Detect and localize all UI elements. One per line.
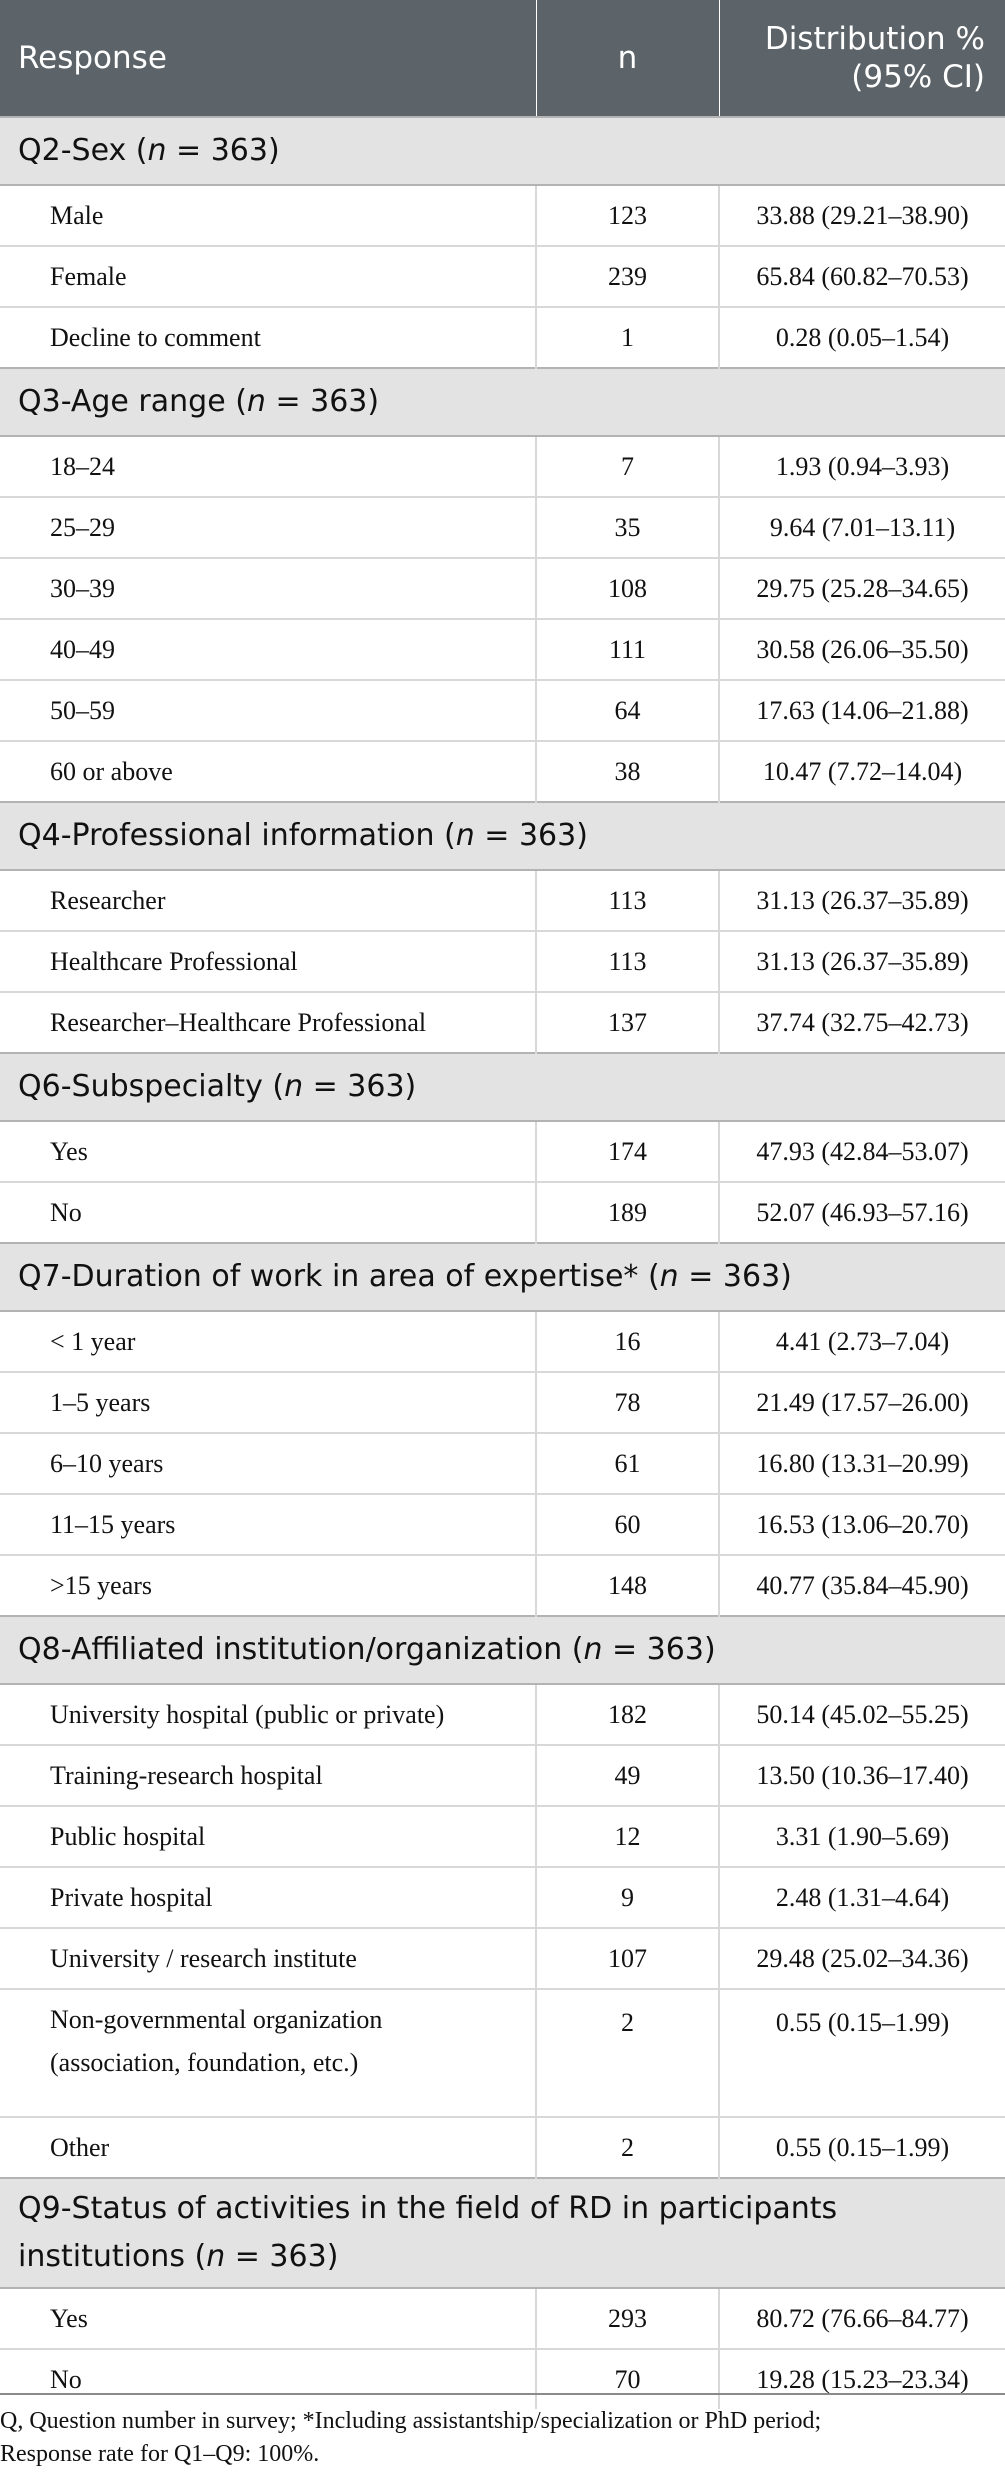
response-cell [0, 1745, 536, 1806]
distribution-cell: 13.50 (10.36–17.40) [719, 1745, 1005, 1806]
table-row [0, 1989, 1005, 2117]
n-cell: 182 [536, 1684, 719, 1745]
n-cell: 16 [536, 1311, 719, 1372]
distribution-cell: 31.13 (26.37–35.89) [719, 870, 1005, 931]
section-title-text: Q6-Subspecialty ( [18, 1069, 285, 1104]
response-cell [0, 246, 536, 307]
response-text: >15 years [50, 1571, 153, 1600]
table-row [0, 1494, 1005, 1555]
header-n: n [536, 0, 719, 117]
response-text: 11–15 years [50, 1510, 176, 1539]
response-text: Other [50, 2133, 110, 2162]
section-header-row [0, 802, 1005, 870]
table-row [0, 246, 1005, 307]
section-header-row [0, 1616, 1005, 1684]
table-footnote [0, 2393, 1005, 2471]
response-cell [0, 436, 536, 497]
n-cell: 9 [536, 1867, 719, 1928]
table-row [0, 497, 1005, 558]
table-row [0, 1311, 1005, 1372]
table-row [0, 1806, 1005, 1867]
section-title [0, 368, 1005, 436]
response-cell [0, 931, 536, 992]
n-cell: 113 [536, 931, 719, 992]
distribution-cell: 50.14 (45.02–55.25) [719, 1684, 1005, 1745]
table-row [0, 2117, 1005, 2178]
table-row [0, 619, 1005, 680]
table-row [0, 1745, 1005, 1806]
response-cell [0, 497, 536, 558]
response-text: 60 or above [50, 757, 173, 786]
response-text: Researcher–Healthcare Professional [50, 1008, 427, 1037]
n-cell: 123 [536, 185, 719, 246]
section-n-suffix: = 363) [225, 2239, 339, 2274]
response-text: 1–5 years [50, 1388, 151, 1417]
response-text: 6–10 years [50, 1449, 164, 1478]
n-cell: 2 [536, 2117, 719, 2178]
response-cell [0, 1684, 536, 1745]
table-row [0, 1372, 1005, 1433]
distribution-cell: 4.41 (2.73–7.04) [719, 1311, 1005, 1372]
response-cell [0, 619, 536, 680]
header-distribution [719, 0, 1005, 117]
n-cell: 137 [536, 992, 719, 1053]
n-cell: 108 [536, 558, 719, 619]
response-cell [0, 741, 536, 802]
section-n-suffix: = 363) [678, 1259, 792, 1294]
n-cell: 70 [536, 2349, 719, 2409]
table-row [0, 1928, 1005, 1989]
response-cell [0, 1806, 536, 1867]
response-cell [0, 2288, 536, 2349]
n-cell: 61 [536, 1433, 719, 1494]
response-text: Healthcare Professional [50, 947, 298, 976]
distribution-cell: 16.53 (13.06–20.70) [719, 1494, 1005, 1555]
section-title [0, 2178, 1005, 2288]
table-row [0, 2288, 1005, 2349]
section-header-row [0, 1053, 1005, 1121]
n-cell: 78 [536, 1372, 719, 1433]
table-row [0, 870, 1005, 931]
response-text: 25–29 [50, 513, 115, 542]
section-header-row [0, 117, 1005, 185]
response-text-line2: (association, foundation, etc.) [50, 2048, 359, 2077]
section-title-text: Q8-Affiliated institution/organization ( [18, 1632, 584, 1667]
distribution-cell: 0.55 (0.15–1.99) [719, 1989, 1005, 2117]
distribution-cell: 21.49 (17.57–26.00) [719, 1372, 1005, 1433]
response-text: Yes [50, 1137, 88, 1166]
table-row [0, 1867, 1005, 1928]
section-n-label: n [284, 1069, 304, 1104]
distribution-cell: 29.48 (25.02–34.36) [719, 1928, 1005, 1989]
response-cell [0, 680, 536, 741]
distribution-cell: 3.31 (1.90–5.69) [719, 1806, 1005, 1867]
table-row [0, 558, 1005, 619]
n-cell: 148 [536, 1555, 719, 1616]
response-text: Training-research hospital [50, 1761, 323, 1790]
response-cell [0, 1121, 536, 1182]
n-cell: 107 [536, 1928, 719, 1989]
table-row [0, 931, 1005, 992]
section-header-row [0, 368, 1005, 436]
table-row [0, 1121, 1005, 1182]
response-text: Male [50, 201, 104, 230]
response-cell [0, 307, 536, 368]
response-text: Decline to comment [50, 323, 261, 352]
response-cell [0, 992, 536, 1053]
response-text: University hospital (public or private) [50, 1700, 445, 1729]
response-cell [0, 185, 536, 246]
response-text: 18–24 [50, 452, 115, 481]
distribution-cell: 17.63 (14.06–21.88) [719, 680, 1005, 741]
table-row [0, 1182, 1005, 1243]
response-cell [0, 1989, 536, 2117]
distribution-cell: 30.58 (26.06–35.50) [719, 619, 1005, 680]
section-n-label: n [583, 1632, 603, 1667]
section-n-label: n [246, 384, 266, 419]
section-n-label: n [206, 2239, 226, 2274]
section-n-label: n [659, 1259, 679, 1294]
header-distribution-line2: (95% CI) [851, 59, 985, 95]
table-row [0, 992, 1005, 1053]
response-text: 40–49 [50, 635, 115, 664]
distribution-cell: 9.64 (7.01–13.11) [719, 497, 1005, 558]
distribution-cell: 33.88 (29.21–38.90) [719, 185, 1005, 246]
section-title [0, 117, 1005, 185]
section-title-text: Q4-Professional information ( [18, 818, 456, 853]
distribution-cell: 16.80 (13.31–20.99) [719, 1433, 1005, 1494]
table-row [0, 1433, 1005, 1494]
section-n-suffix: = 363) [265, 384, 380, 419]
n-cell: 174 [536, 1121, 719, 1182]
response-cell [0, 1928, 536, 1989]
response-cell [0, 1867, 536, 1928]
section-title-text: Q9-Status of activities in the field of RD in participants [18, 2191, 838, 2226]
distribution-cell: 65.84 (60.82–70.53) [719, 246, 1005, 307]
section-n-suffix: = 363) [166, 133, 280, 168]
section-title [0, 1243, 1005, 1311]
response-text: 50–59 [50, 696, 115, 725]
table-body [0, 117, 1005, 2409]
section-title-text: Q3-Age range ( [18, 384, 247, 419]
n-cell: 113 [536, 870, 719, 931]
section-title [0, 1053, 1005, 1121]
response-text: Female [50, 262, 127, 291]
n-cell: 7 [536, 436, 719, 497]
header-response: Response [0, 0, 536, 117]
distribution-cell: 19.28 (15.23–23.34) [719, 2349, 1005, 2409]
response-cell [0, 1372, 536, 1433]
footnote-line2: Response rate for Q1–Q9: 100%. [0, 2441, 320, 2467]
n-cell: 239 [536, 246, 719, 307]
n-cell: 111 [536, 619, 719, 680]
table-row [0, 307, 1005, 368]
table-row [0, 680, 1005, 741]
response-cell [0, 1311, 536, 1372]
n-cell: 38 [536, 741, 719, 802]
section-n-label: n [455, 818, 475, 853]
table-row [0, 1684, 1005, 1745]
footnote-line1: Q, Question number in survey; *Including assistantship/specialization or PhD period; [0, 2408, 822, 2434]
response-text: Yes [50, 2304, 88, 2333]
section-header-row [0, 2178, 1005, 2288]
distribution-cell: 0.55 (0.15–1.99) [719, 2117, 1005, 2178]
section-title-text: Q7-Duration of work in area of expertise* ( [18, 1259, 660, 1294]
response-text: No [50, 1198, 82, 1227]
distribution-cell: 47.93 (42.84–53.07) [719, 1121, 1005, 1182]
distribution-cell: 40.77 (35.84–45.90) [719, 1555, 1005, 1616]
section-title [0, 802, 1005, 870]
section-n-label: n [147, 133, 167, 168]
response-cell [0, 1494, 536, 1555]
table-row [0, 436, 1005, 497]
header-row [0, 0, 1005, 117]
n-cell: 2 [536, 1989, 719, 2117]
response-text: No [50, 2365, 82, 2394]
response-cell [0, 1433, 536, 1494]
n-cell: 12 [536, 1806, 719, 1867]
distribution-cell: 31.13 (26.37–35.89) [719, 931, 1005, 992]
response-text: < 1 year [50, 1327, 136, 1356]
response-cell [0, 1555, 536, 1616]
response-text: 30–39 [50, 574, 115, 603]
response-cell [0, 2117, 536, 2178]
section-title-text: Q2-Sex ( [18, 133, 148, 168]
response-cell [0, 1182, 536, 1243]
response-text: Public hospital [50, 1822, 206, 1851]
section-n-suffix: = 363) [474, 818, 588, 853]
section-header-row [0, 1243, 1005, 1311]
table-row [0, 185, 1005, 246]
response-text: Non-governmental organization [50, 2005, 383, 2034]
distribution-cell: 10.47 (7.72–14.04) [719, 741, 1005, 802]
section-n-suffix: = 363) [602, 1632, 716, 1667]
section-title-text-line2: institutions ( [18, 2239, 207, 2274]
n-cell: 293 [536, 2288, 719, 2349]
response-cell [0, 870, 536, 931]
n-cell: 1 [536, 307, 719, 368]
distribution-cell: 0.28 (0.05–1.54) [719, 307, 1005, 368]
distribution-cell: 37.74 (32.75–42.73) [719, 992, 1005, 1053]
response-text: University / research institute [50, 1944, 357, 1973]
section-n-suffix: = 363) [303, 1069, 417, 1104]
n-cell: 49 [536, 1745, 719, 1806]
distribution-cell: 2.48 (1.31–4.64) [719, 1867, 1005, 1928]
header-distribution-line1: Distribution % [764, 21, 985, 57]
table-row [0, 1555, 1005, 1616]
n-cell: 64 [536, 680, 719, 741]
distribution-cell: 52.07 (46.93–57.16) [719, 1182, 1005, 1243]
section-title [0, 1616, 1005, 1684]
n-cell: 189 [536, 1182, 719, 1243]
n-cell: 60 [536, 1494, 719, 1555]
distribution-cell: 1.93 (0.94–3.93) [719, 436, 1005, 497]
n-cell: 35 [536, 497, 719, 558]
response-text: Researcher [50, 886, 166, 915]
table-row [0, 741, 1005, 802]
response-text: Private hospital [50, 1883, 213, 1912]
response-cell [0, 558, 536, 619]
distribution-cell: 80.72 (76.66–84.77) [719, 2288, 1005, 2349]
distribution-cell: 29.75 (25.28–34.65) [719, 558, 1005, 619]
